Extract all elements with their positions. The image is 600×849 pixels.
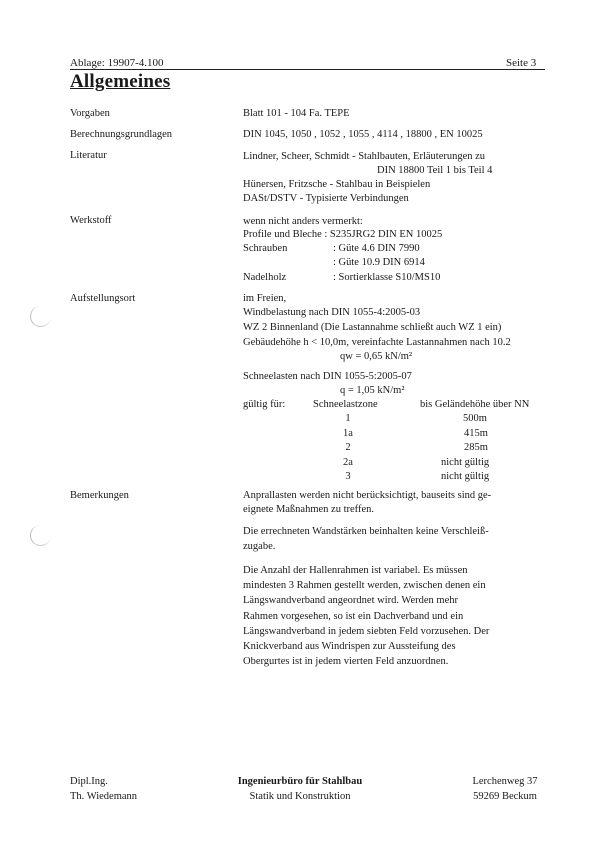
paragraph-line: Rahmen vorgesehen, so ist ein Dachverband und ein	[243, 610, 464, 622]
label-literatur: Literatur	[70, 150, 107, 161]
footer-center	[210, 774, 390, 804]
snow-zone-cell: 2	[345, 442, 351, 453]
snow-height-cell: 285m	[464, 442, 488, 453]
literatur-line: DASt/DSTV - Typisierte Verbindungen	[243, 193, 409, 204]
werkstoff-schrauben-label: Schrauben	[243, 243, 288, 254]
snow-height-cell: 415m	[464, 428, 488, 439]
snow-table-header-hoehe: bis Geländehöhe über NN	[420, 399, 530, 410]
werkstoff-schrauben-1: : Güte 4.6 DIN 7990	[333, 243, 420, 254]
punch-hole-mark	[30, 525, 51, 546]
snow-height-cell: nicht gültig	[441, 457, 490, 468]
page-title: Allgemeines	[70, 71, 171, 92]
aufstellungsort-line: Gebäudehöhe h < 10,0m, vereinfachte Lastannahmen nach 10.2	[243, 337, 511, 348]
gueltig-label: gültig für:	[243, 399, 286, 410]
snow-zone-cell: 2a	[343, 457, 353, 468]
vorgaben-value: Blatt 101 - 104 Fa. TEPE	[243, 108, 350, 119]
bemerkung-line: eignete Maßnahmen zu treffen.	[243, 504, 374, 515]
werkstoff-intro: wenn nicht anders vermerkt:	[243, 216, 363, 227]
snow-load: q = 1,05 kN/m²	[340, 385, 405, 396]
berechnungsgrundlagen-value: DIN 1045, 1050 , 1052 , 1055 , 4114 , 18800 , EN 10025	[243, 129, 483, 140]
label-vorgaben: Vorgaben	[70, 108, 110, 119]
footer-street: Lerchenweg 37	[472, 776, 538, 787]
bemerkung-line: Anprallasten werden nicht berücksichtigt, bauseits sind ge-	[243, 490, 492, 501]
footer-name: Th. Wiedemann	[70, 791, 138, 802]
bemerkung-line: zugabe.	[243, 541, 276, 552]
aufstellungsort-line: im Freien,	[243, 293, 287, 304]
filing-reference: Ablage: 19907-4.100	[70, 57, 164, 69]
punch-hole-mark	[30, 306, 51, 327]
schnee-heading: Schneelasten nach DIN 1055-5:2005-07	[243, 371, 412, 382]
wind-pressure: qw = 0,65 kN/m²	[340, 351, 413, 362]
literatur-line: Lindner, Scheer, Schmidt - Stahlbauten, Erläuterungen zu	[243, 151, 486, 162]
werkstoff-schrauben-2: : Güte 10.9 DIN 6914	[333, 257, 425, 268]
literatur-line: Hünersen, Fritzsche - Stahlbau in Beispielen	[243, 179, 431, 190]
paragraph-line: Die Anzahl der Hallenrahmen ist variabel. Es müssen	[243, 565, 468, 576]
footer-company: Ingenieurbüro für Stahlbau	[237, 776, 363, 787]
werkstoff-profile: Profile und Bleche : S235JRG2 DIN EN 10025	[243, 229, 443, 240]
snow-height-cell: nicht gültig	[441, 471, 490, 482]
aufstellungsort-line: WZ 2 Binnenland (Die Lastannahme schließt auch WZ 1 ein)	[243, 322, 502, 333]
paragraph-line: Knickverband aus Windrispen zur Aussteifung des	[243, 641, 456, 653]
label-bemerkungen: Bemerkungen	[70, 490, 129, 501]
paragraph-line: Obergurtes ist in jedem vierten Feld anzuordnen.	[243, 656, 449, 668]
header-rule	[70, 69, 545, 70]
paragraph-line: mindesten 3 Rahmen gestellt werden, zwischen denen ein	[243, 580, 486, 592]
snow-zone-cell: 1a	[343, 428, 353, 439]
footer-left	[70, 774, 137, 804]
footer-subtitle: Statik und Konstruktion	[249, 791, 351, 802]
page-number: Seite 3	[506, 57, 537, 69]
snow-table-header-zone: Schneelastzone	[313, 399, 378, 410]
snow-zone-cell: 1	[345, 413, 351, 424]
aufstellungsort-line: Windbelastung nach DIN 1055-4:2005-03	[243, 307, 421, 318]
bemerkung-paragraph	[243, 563, 533, 669]
paragraph-line: Längswandverband in jedem siebten Feld vorzusehen. Der	[243, 625, 490, 637]
werkstoff-nadelholz-label: Nadelholz	[243, 272, 287, 283]
snow-height-cell: 500m	[463, 413, 487, 424]
paragraph-line: Längswandverband angeordnet wird. Werden mehr	[243, 595, 459, 607]
literatur-line: DIN 18800 Teil 1 bis Teil 4	[377, 165, 493, 176]
label-aufstellungsort: Aufstellungsort	[70, 293, 136, 304]
snow-zone-cell: 3	[345, 471, 351, 482]
label-werkstoff: Werkstoff	[70, 215, 112, 226]
label-berechnungsgrundlagen: Berechnungsgrundlagen	[70, 129, 173, 140]
footer-city: 59269 Beckum	[473, 791, 537, 802]
footer-title: Dipl.Ing.	[70, 776, 108, 787]
bemerkung-line: Die errechneten Wandstärken beinhalten keine Verschleiß-	[243, 526, 489, 537]
werkstoff-nadelholz: : Sortierklasse S10/MS10	[333, 272, 441, 283]
footer-right	[455, 774, 555, 804]
